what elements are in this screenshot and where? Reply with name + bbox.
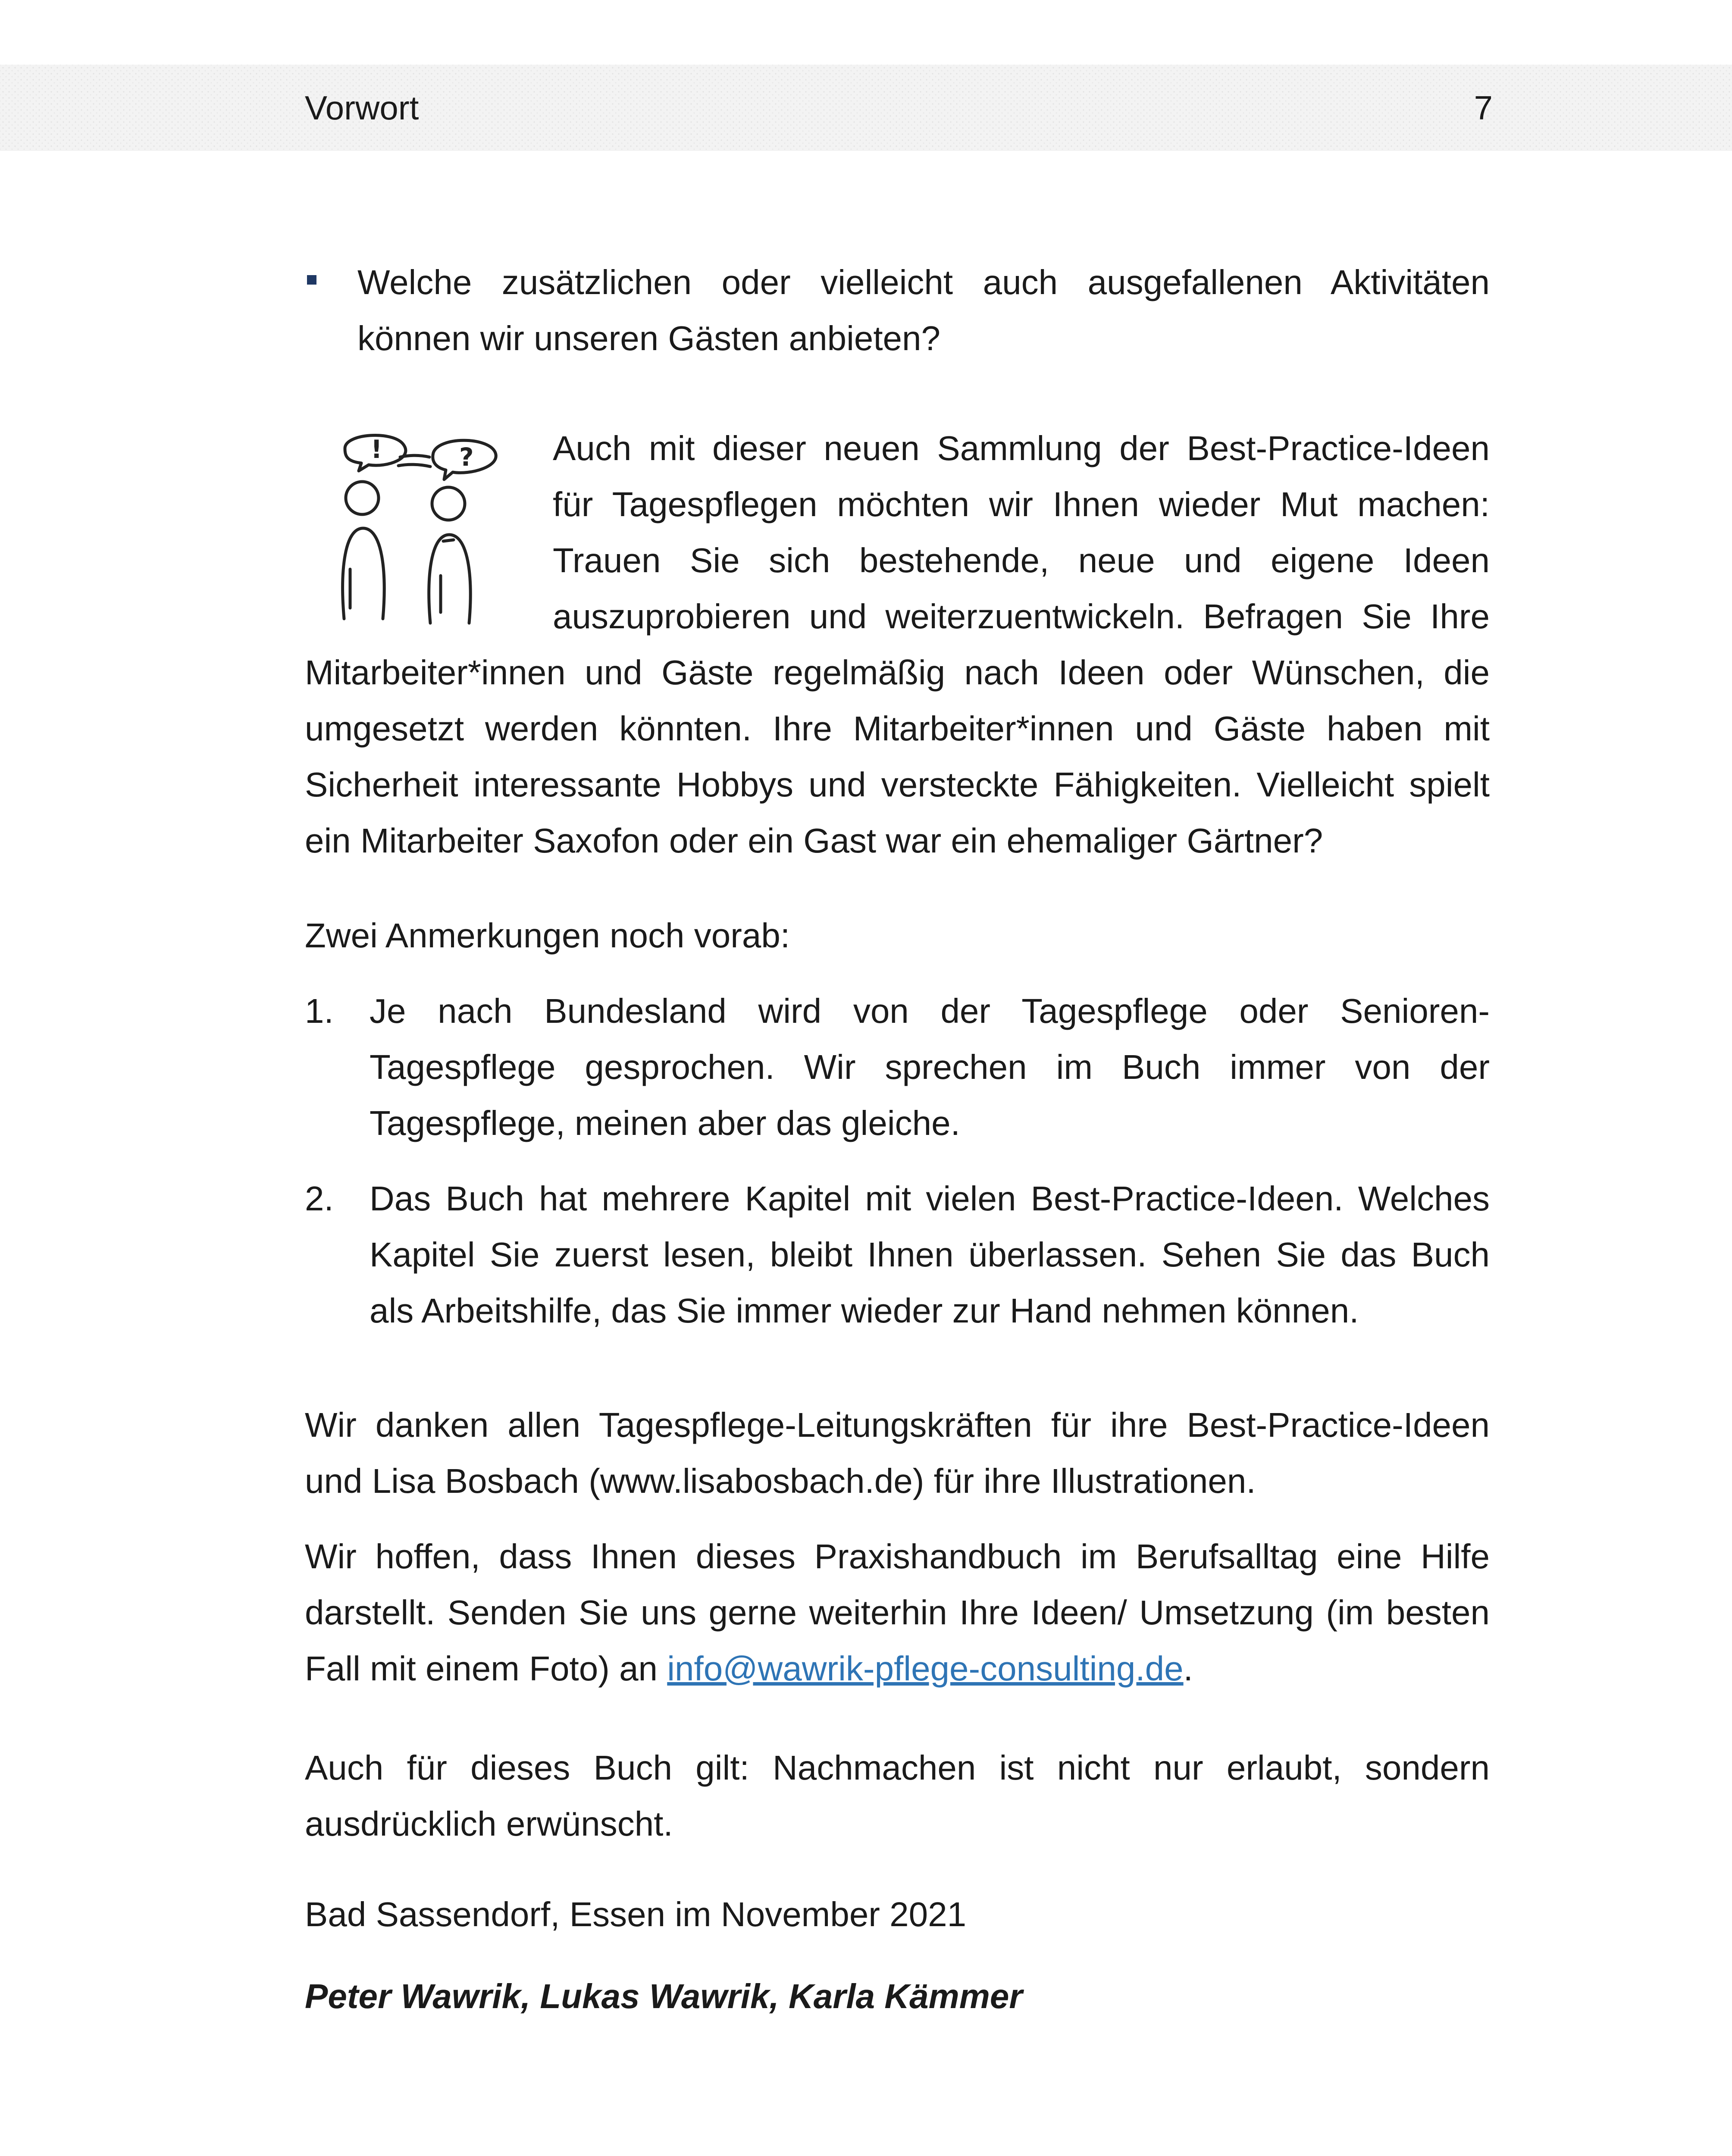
thanks-paragraph: Wir danken allen Tagespflege-Leitungskräften für ihre Best-Practice-Ideen und Lisa Bosbach (www.lisabosbach.de) für ihre Illustrationen. bbox=[305, 1406, 1490, 1500]
closing-paragraph: Auch für dieses Buch gilt: Nachmachen ist nicht nur erlaubt, sondern ausdrücklich erwünscht. bbox=[305, 1749, 1490, 1843]
list-item bbox=[305, 1171, 1490, 1339]
date-line: Bad Sassendorf, Essen im November 2021 bbox=[305, 1895, 967, 1934]
hope-paragraph bbox=[305, 1529, 1490, 1697]
question-mark: ? bbox=[459, 442, 474, 472]
bullet-list-item bbox=[305, 254, 1490, 367]
list-item-text: Das Buch hat mehrere Kapitel mit vielen Best-Practice-Ideen. Welches Kapitel Sie zuerst lesen, bleibt Ihnen überlassen. Sehen Sie das Buch als Arbeitshilfe, das Sie immer wieder zur Hand nehmen können. bbox=[370, 1179, 1490, 1330]
running-header-title: Vorwort bbox=[305, 89, 419, 127]
authors-signature: Peter Wawrik, Lukas Wawrik, Karla Kämmer bbox=[305, 1977, 1023, 2015]
numbered-list bbox=[305, 983, 1490, 1339]
exclamation-mark: ! bbox=[371, 435, 382, 464]
list-item bbox=[305, 983, 1490, 1151]
bullet-question-text: Welche zusätzlichen oder vielleicht auch ausgefallenen Aktivitäten können wir unseren Gästen anbieten? bbox=[357, 263, 1490, 357]
email-link[interactable]: info@wawrik-pflege-consulting.de bbox=[667, 1649, 1184, 1688]
closing-section bbox=[305, 1740, 1490, 1852]
page-number: 7 bbox=[1474, 89, 1493, 127]
list-number: 2. bbox=[305, 1179, 334, 1218]
thanks-section bbox=[305, 1397, 1490, 1697]
intro-paragraph: Auch mit dieser neuen Sammlung der Best-Practice-Ideen für Tagespflegen möchten wir Ihnen wieder Mut machen: Trauen Sie sich bestehende, neue und eigene Ideen auszuprobieren und weiterzuentwickeln. Befragen Sie Ihre Mitarbeiter*innen und Gäste regelmäßig nach Ideen oder Wünschen, die umgesetzt werden könnten. Ihre Mitarbeiter*innen und Gäste haben mit Sicherheit interessante Hobbys und versteckte Fähigkeiten. Vielleicht spielt ein Mitarbeiter Saxofon oder ein Gast war ein ehemaliger Gärtner? bbox=[305, 429, 1490, 860]
remarks-intro: Zwei Anmerkungen noch vorab: bbox=[305, 916, 790, 955]
square-bullet-icon bbox=[307, 275, 316, 285]
header-band bbox=[0, 65, 1732, 151]
remarks-section bbox=[305, 908, 1490, 1339]
hope-paragraph-text: Wir hoffen, dass Ihnen dieses Praxishandbuch im Berufsalltag eine Hilfe darstellt. Senden Sie uns gerne weiterhin Ihre Ideen/ Umsetzung (im besten Fall mit einem Foto) an bbox=[305, 1537, 1490, 1688]
hope-paragraph-end: . bbox=[1183, 1649, 1193, 1688]
list-item-text: Je nach Bundesland wird von der Tagespflege oder Senioren-Tagespflege gesprochen. Wir sprechen im Buch immer von der Tagespflege, meinen aber das gleiche. bbox=[370, 992, 1490, 1142]
intro-paragraph-block bbox=[305, 420, 1490, 869]
list-number: 1. bbox=[305, 992, 334, 1030]
